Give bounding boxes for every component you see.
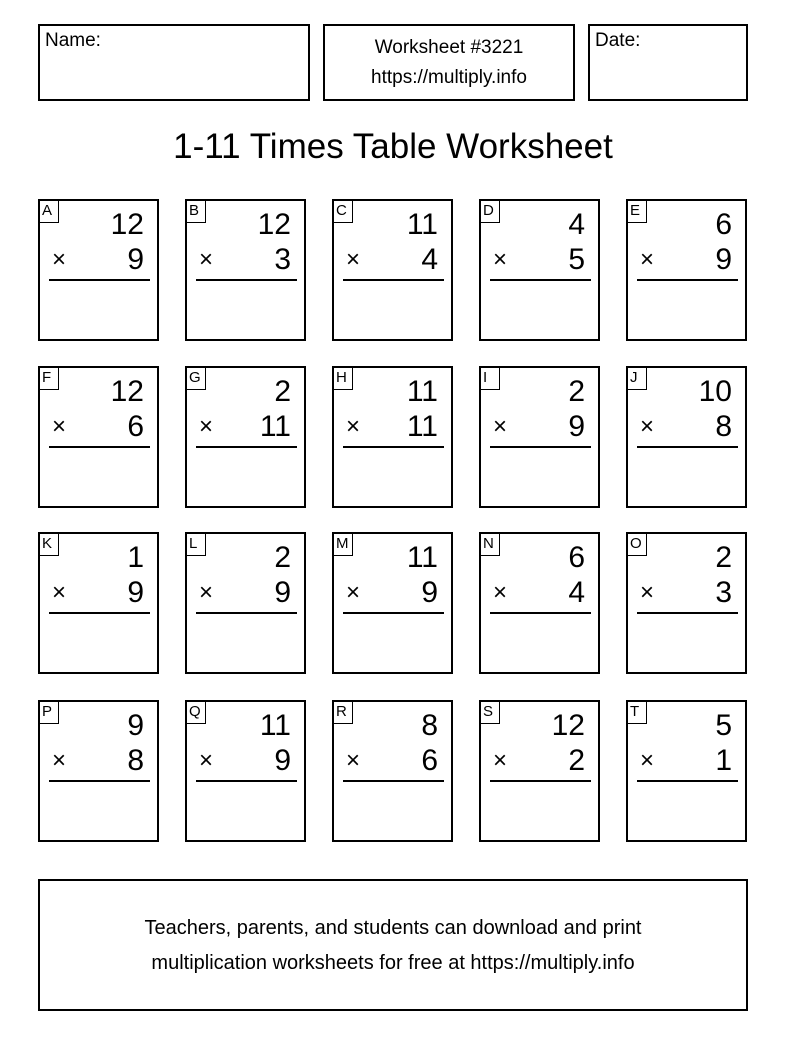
problem-letter: H xyxy=(334,368,353,390)
problem-card xyxy=(38,532,159,674)
multiplicand: 2 xyxy=(568,375,585,408)
multiplicand: 10 xyxy=(698,375,732,408)
times-sign: × xyxy=(640,747,655,774)
problem-card xyxy=(479,366,600,508)
multiplicand: 2 xyxy=(274,375,291,408)
multiplier: 2 xyxy=(568,744,585,777)
problem-letter: M xyxy=(334,534,353,556)
problem-card xyxy=(626,700,747,842)
problem-letter: R xyxy=(334,702,353,724)
problem-card xyxy=(479,199,600,341)
problem-letter: D xyxy=(481,201,500,223)
multiplicand: 2 xyxy=(715,541,732,574)
date-label: Date: xyxy=(595,30,641,51)
problem-card xyxy=(185,700,306,842)
problem-card xyxy=(332,366,453,508)
multiplicand: 4 xyxy=(568,208,585,241)
answer-line xyxy=(49,446,150,448)
multiplicand: 8 xyxy=(421,709,438,742)
problem-letter: N xyxy=(481,534,500,556)
multiplier: 6 xyxy=(421,744,438,777)
times-sign: × xyxy=(52,246,67,273)
footer-text-line-2: multiplication worksheets for free at https://multiply.info xyxy=(151,952,635,974)
multiplicand: 12 xyxy=(551,709,585,742)
times-sign: × xyxy=(52,579,67,606)
multiplier: 3 xyxy=(715,576,732,609)
answer-line xyxy=(196,612,297,614)
problem-letter: G xyxy=(187,368,206,390)
problem-letter: B xyxy=(187,201,206,223)
answer-line xyxy=(343,446,444,448)
answer-line xyxy=(196,780,297,782)
problem-card xyxy=(479,532,600,674)
times-sign: × xyxy=(199,246,214,273)
answer-line xyxy=(196,446,297,448)
multiplicand: 11 xyxy=(259,709,291,742)
times-sign: × xyxy=(346,246,361,273)
name-field-box xyxy=(38,24,310,101)
problem-letter: C xyxy=(334,201,353,223)
problem-letter: Q xyxy=(187,702,206,724)
problem-letter: J xyxy=(628,368,647,390)
problem-card xyxy=(185,532,306,674)
answer-line xyxy=(49,780,150,782)
answer-line xyxy=(490,612,591,614)
problem-letter: S xyxy=(481,702,500,724)
answer-line xyxy=(490,780,591,782)
problem-card xyxy=(185,366,306,508)
worksheet-url: https://multiply.info xyxy=(371,67,527,88)
problem-letter: P xyxy=(40,702,59,724)
problem-letter: O xyxy=(628,534,647,556)
multiplier: 4 xyxy=(421,243,438,276)
problem-letter: I xyxy=(481,368,500,390)
multiplier: 9 xyxy=(421,576,438,609)
multiplier: 9 xyxy=(127,243,144,276)
multiplicand: 1 xyxy=(127,541,144,574)
multiplicand: 11 xyxy=(406,375,438,408)
times-sign: × xyxy=(346,579,361,606)
worksheet-number: Worksheet #3221 xyxy=(374,37,524,58)
times-sign: × xyxy=(346,747,361,774)
problem-letter: L xyxy=(187,534,206,556)
problem-letter: F xyxy=(40,368,59,390)
answer-line xyxy=(637,446,738,448)
answer-line xyxy=(637,279,738,281)
multiplicand: 12 xyxy=(110,208,144,241)
multiplier: 1 xyxy=(715,744,732,777)
times-sign: × xyxy=(493,747,508,774)
multiplier: 11 xyxy=(406,410,438,443)
multiplicand: 12 xyxy=(257,208,291,241)
multiplier: 4 xyxy=(568,576,585,609)
problem-letter: E xyxy=(628,201,647,223)
footer-text-line-1: Teachers, parents, and students can download and print xyxy=(144,917,642,939)
answer-line xyxy=(196,279,297,281)
multiplier: 9 xyxy=(127,576,144,609)
multiplier: 9 xyxy=(715,243,732,276)
answer-line xyxy=(49,612,150,614)
problem-card xyxy=(479,700,600,842)
problem-card xyxy=(332,532,453,674)
multiplier: 5 xyxy=(568,243,585,276)
problem-card xyxy=(332,700,453,842)
multiplier: 9 xyxy=(274,744,291,777)
multiplier: 8 xyxy=(715,410,732,443)
problem-letter: T xyxy=(628,702,647,724)
multiplicand: 9 xyxy=(127,709,144,742)
problem-card xyxy=(626,366,747,508)
times-sign: × xyxy=(52,413,67,440)
multiplicand: 12 xyxy=(110,375,144,408)
worksheet-info-box xyxy=(323,24,575,101)
times-sign: × xyxy=(199,747,214,774)
times-sign: × xyxy=(493,413,508,440)
problem-letter: A xyxy=(40,201,59,223)
problem-card xyxy=(38,366,159,508)
multiplier: 9 xyxy=(568,410,585,443)
multiplicand: 2 xyxy=(274,541,291,574)
times-sign: × xyxy=(199,579,214,606)
times-sign: × xyxy=(52,747,67,774)
times-sign: × xyxy=(493,579,508,606)
multiplier: 11 xyxy=(259,410,291,443)
footer-box xyxy=(38,879,748,1011)
multiplicand: 11 xyxy=(406,208,438,241)
page-title: 1-11 Times Table Worksheet xyxy=(173,127,613,166)
times-sign: × xyxy=(346,413,361,440)
multiplicand: 6 xyxy=(715,208,732,241)
times-sign: × xyxy=(640,579,655,606)
multiplicand: 5 xyxy=(715,709,732,742)
name-label: Name: xyxy=(45,30,101,51)
problem-card xyxy=(185,199,306,341)
answer-line xyxy=(343,780,444,782)
multiplier: 3 xyxy=(274,243,291,276)
times-sign: × xyxy=(493,246,508,273)
problem-card xyxy=(38,700,159,842)
multiplicand: 11 xyxy=(406,541,438,574)
answer-line xyxy=(343,279,444,281)
times-sign: × xyxy=(640,413,655,440)
answer-line xyxy=(637,780,738,782)
multiplicand: 6 xyxy=(568,541,585,574)
times-sign: × xyxy=(199,413,214,440)
times-sign: × xyxy=(640,246,655,273)
problem-card xyxy=(38,199,159,341)
answer-line xyxy=(49,279,150,281)
date-field-box xyxy=(588,24,748,101)
problem-card xyxy=(332,199,453,341)
problem-card xyxy=(626,199,747,341)
answer-line xyxy=(637,612,738,614)
multiplier: 9 xyxy=(274,576,291,609)
answer-line xyxy=(490,446,591,448)
problem-letter: K xyxy=(40,534,59,556)
answer-line xyxy=(343,612,444,614)
multiplier: 8 xyxy=(127,744,144,777)
answer-line xyxy=(490,279,591,281)
multiplier: 6 xyxy=(127,410,144,443)
problem-card xyxy=(626,532,747,674)
